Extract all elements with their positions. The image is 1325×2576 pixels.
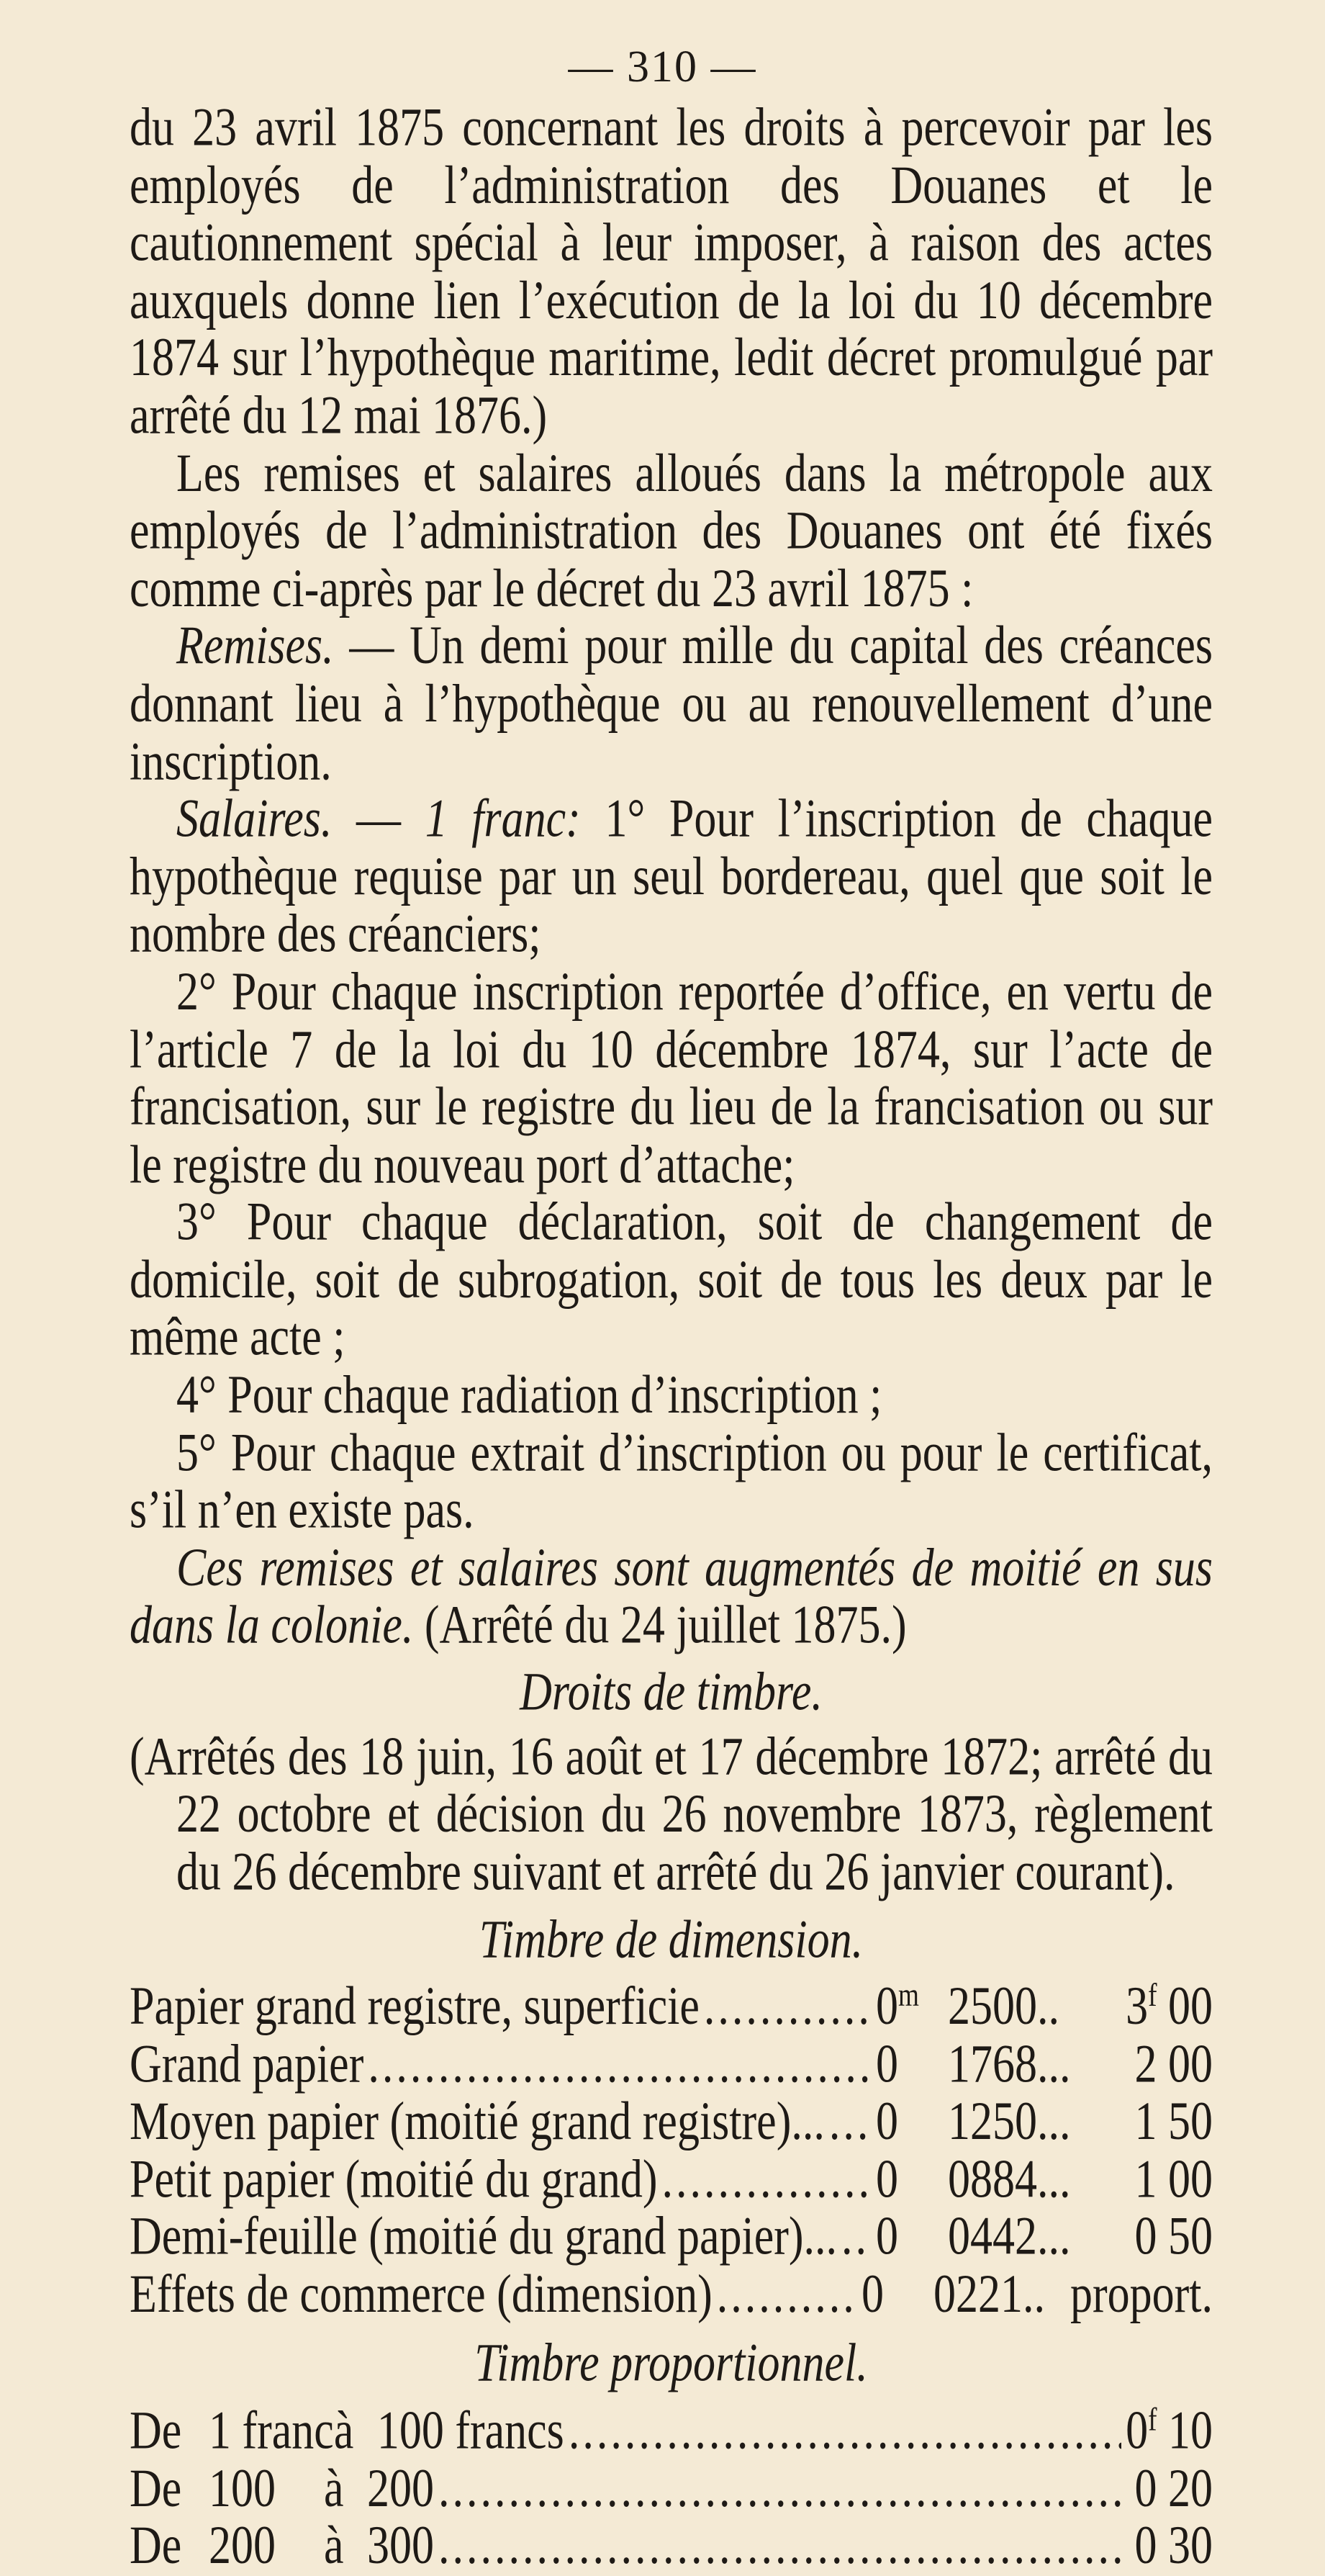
table-row: Papier grand registre, superficie ..... 0$^m$ 2500.. 3$^f$ 00 [130,1978,1213,2036]
proportionnel-heading: Timbre proportionnel. [474,2332,868,2392]
table-row: Petit papier (moitié du grand) ..... 0 0884... 1 00 [130,2151,1213,2209]
table-row: De 1 franc à 100 francs ..... 0$^f$ 10 [130,2402,1213,2460]
table-row: De 200 à 300 ..... 0 30 [130,2518,1213,2575]
list-item: 2° Pour chaque inscription reportée d’office, en vertu de l’article 7 de la loi du 10 décembre 1874, sur l’acte de francisation, sur le registre du lieu de la francisation ou sur le registre du nouveau port d’attache; [130,961,1213,1194]
remises-intro-paragraph: Les remises et salaires alloués dans la métropole aux employés de l’administration des Douanes ont été fixés comme ci-après par le décret du 23 avril 1875 : [130,443,1213,618]
salaires-paragraph: Salaires. — 1 franc: 1° Pour l’inscription de chaque hypothèque requise par un seul bordereau, quel que soit le nombre des créanciers; [130,788,1213,964]
list-item: 3° Pour chaque déclaration, soit de changement de domicile, soit de subrogation, soit de tous les deux par le même acte ; [130,1192,1213,1368]
list-item: 4° Pour chaque radiation d’inscription ; [176,1365,882,1426]
remises-text: — Un demi pour mille du capital des créances donnant lieu à l’hypothèque ou au renouvellement d’une inscription. [130,616,1213,791]
intro-paragraph: du 23 avril 1875 concernant les droits à percevoir par les employés de l’administration des Douanes et le cautionnement spécial à leur imposer, à raison des actes auxquels donne lien l’exécution de la loi du 10 décembre 1874 sur l’hypothèque maritime, ledit décret promulgué par arrêté du 12 mai 1876.) [130,97,1213,446]
table-row: Grand papier ..... 0 1768... 2 00 [130,2036,1213,2094]
list-item: 5° Pour chaque extrait d’inscription ou pour le certificat, s’il n’en existe pas. [130,1423,1213,1541]
table-row: Effets de commerce (dimension) ..... 0 0221.. proport. [130,2266,1213,2324]
dimension-table [130,1978,1213,2324]
table-row: Moyen papier (moitié grand registre)... ..... 0 1250... 1 50 [130,2094,1213,2151]
remises-label: Remises. [176,616,334,676]
salaires-label: Salaires. [176,788,333,849]
colonie-text: (Arrêté du 24 juillet 1875.) [413,1595,907,1656]
colonie-paragraph [130,1540,1213,1655]
colonie-italic: Ces remises et salaires sont augmentés de moitié en sus dans la colonie. [130,1538,1213,1656]
salaires-text: 1° Pour l’inscription de chaque hypothèque requise par un seul bordereau, quel que soit le nombre des créanciers; [130,788,1213,964]
table-row: Demi-feuille (moitié du grand papier)... ..... 0 0442... 0 50 [130,2209,1213,2266]
droits-heading: Droits de timbre. [520,1662,823,1722]
arretes-paragraph: (Arrêtés des 18 juin, 16 août et 17 décembre 1872; arrêté du 22 octobre et décision du 26 novembre 1873, règlement du 26 décembre suivant et arrêté du 26 janvier courant). [130,1726,1213,1902]
table-row: De 100 à 200 ..... 0 20 [130,2460,1213,2518]
remises-paragraph [130,618,1213,791]
page-number: — 310 — [568,42,757,91]
salaires-franc: 1 franc: [425,788,581,849]
dimension-heading: Timbre de dimension. [479,1909,864,1970]
proportionnel-table [130,2402,1213,2575]
document-body [130,99,1213,2575]
